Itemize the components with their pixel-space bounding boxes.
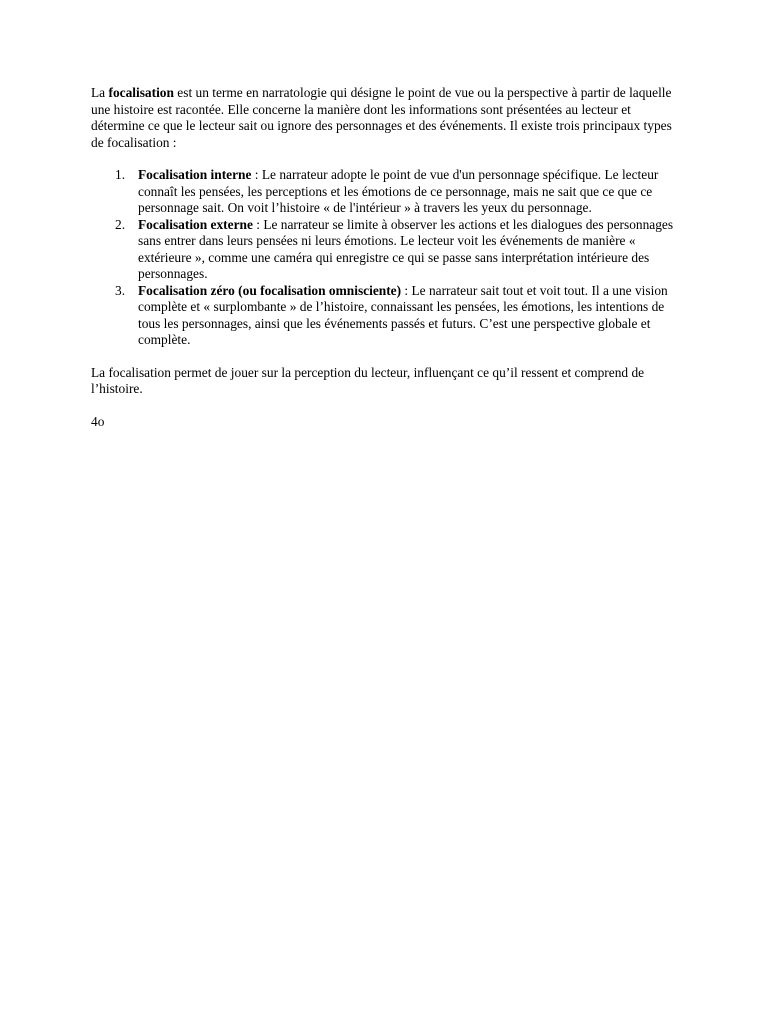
intro-term: focalisation [108,85,174,100]
intro-prefix: La [91,85,109,100]
list-item-title: Focalisation externe [138,216,253,232]
document-body [91,85,681,446]
list-item [91,217,681,283]
list-item-text: : Le narrateur sait tout et voit tout. Il a une vision complète et « surplombante » de l’histoire, connaissant les pensées, les émotions, les intentions de tous les personnages, ainsi que les événements passés et futurs. C’est une perspective globale et complète. [138,282,668,347]
list-item-text: : Le narrateur adopte le point de vue d'un personnage spécifique. Le lecteur connaît les pensées, les perceptions et les émotions de ce personnage, mais ne sait que ce que ce personnage sait. On voit l’histoire « de l'intérieur » à travers les yeux du personnage. [138,167,659,215]
list-item-number: 3. [115,282,126,298]
list-item [91,283,681,349]
list-item-number: 2. [115,216,126,232]
intro-rest: est un terme en narratologie qui désigne le point de vue ou la perspective à partir de laquelle une histoire est racontée. Elle concerne la manière dont les informations sont présentées au lecteur et détermine ce que le lecteur sait ou ignore des personnages et des événements. Il existe trois principaux types de focalisation : [91,85,672,150]
list-item-title: Focalisation zéro (ou focalisation omnisciente) [138,282,402,298]
intro-paragraph [91,85,681,151]
list-item-title: Focalisation interne [138,167,252,182]
focalisation-types-list [91,167,681,349]
footer-label: 4o [91,413,105,429]
conclusion-paragraph: La focalisation permet de jouer sur la perception du lecteur, influençant ce qu’il ressent et comprend de l’histoire. [91,364,645,396]
list-item [91,167,681,217]
list-item-number: 1. [115,167,126,182]
list-item-text: : Le narrateur se limite à observer les actions et les dialogues des personnages sans entrer dans leurs pensées ni leurs émotions. Le lecteur voit les événements de manière « extérieure », comme une caméra qui enregistre ce qui se passe sans interprétation intérieure des personnages. [138,216,674,281]
